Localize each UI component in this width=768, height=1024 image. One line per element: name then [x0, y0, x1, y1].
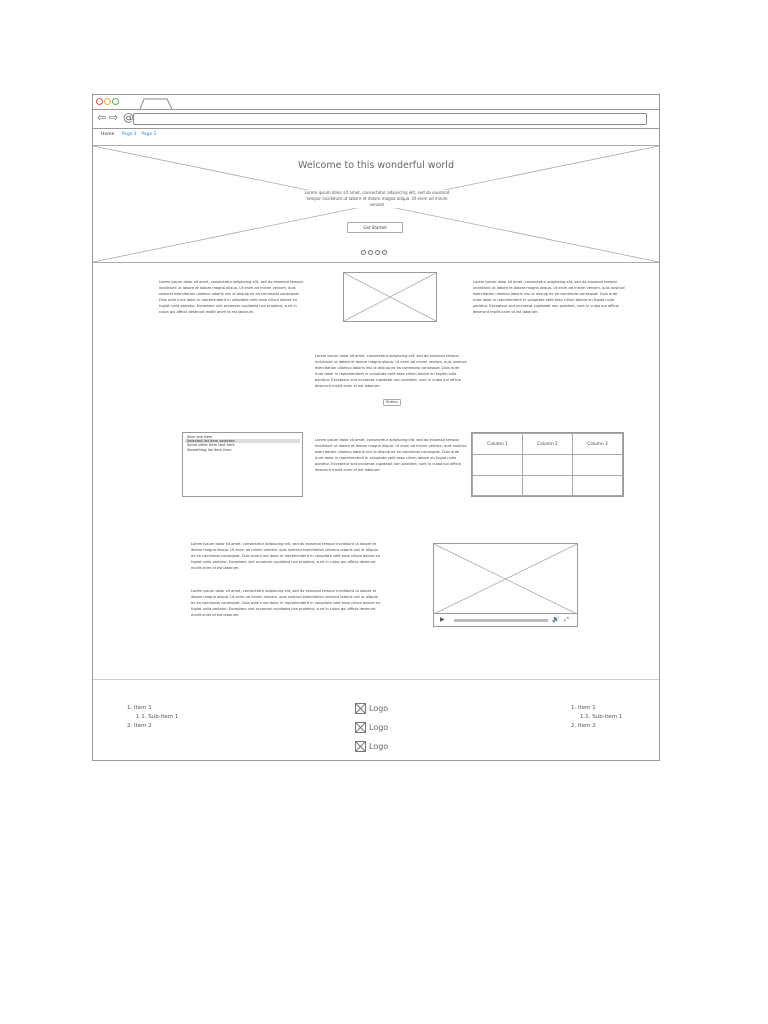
footer-list-item[interactable]: 2. Item 2 [127, 723, 152, 729]
image-placeholder [343, 272, 437, 322]
hero-carousel [93, 145, 659, 263]
minimize-window-icon[interactable] [104, 98, 111, 105]
footer-list-subitem[interactable]: 1.1. Sub-item 1 [136, 714, 179, 720]
table-header[interactable]: Column 2 [523, 434, 573, 455]
footer-list-item[interactable]: 2. Item 2 [571, 723, 596, 729]
text-block-center: Lorem ipsum dolor sit amet, consectetur adipiscing elit, sed do eiusmod tempor incididunt ut labore et dolore magna aliqua. Ut enim ad minim veniam, quis nostrud exercitation ullamco laboris nisi ut aliquip ex ea commodo consequat. Duis aute irure dolor in reprehenderit in voluptate velit esse cillum dolore eu fugiat nulla pariatur. Excepteur sint occaecat cupidatat non proident, sunt in culpa qui officia deserunt mollit anim id est laborum. [315, 354, 467, 388]
footer-list-subitem[interactable]: 1.1. Sub-item 1 [580, 714, 623, 720]
pager-dot[interactable] [361, 250, 366, 255]
data-table [471, 432, 624, 497]
list-item-selected[interactable]: Selected list item selected [185, 439, 300, 443]
footer [93, 679, 659, 762]
text-block-lower-2: Lorem ipsum dolor sit amet, consectetur adipiscing elit, sed do eiusmod tempor incididunt ut labore et dolore magna aliqua. Ut enim ad minim veniam, quis nostrud exercitation ullamco laboris nisi ut aliquip ex ea commodo consequat. Duis aute irure dolor in reprehenderit in voluptate velit esse cillum dolore eu fugiat nulla pariatur. Excepteur sint occaecat cupidatat non proident, sunt in culpa qui officia deserunt mollit anim id est laborum. [191, 589, 380, 617]
at-sign-icon: @ [123, 111, 134, 124]
table-header[interactable]: Column 1 [473, 434, 523, 455]
url-input[interactable] [133, 113, 647, 125]
logo [355, 737, 388, 756]
title-bar [93, 95, 659, 110]
image-icon [355, 722, 366, 733]
logo [355, 718, 388, 737]
footer-list-left [127, 704, 178, 731]
footer-list-item[interactable]: 1. Item 1 [127, 705, 152, 711]
pager-dot[interactable] [382, 250, 387, 255]
text-block-lower-1: Lorem ipsum dolor sit amet, consectetur adipiscing elit, sed do eiusmod tempor incididunt ut labore et dolore magna aliqua. Ut enim ad minim veniam, quis nostrud exercitation ullamco laboris nisi ut aliquip ex ea commodo consequat. Duis aute irure dolor in reprehenderit in voluptate velit esse cillum dolore eu fugiat nulla pariatur. Excepteur sint occaecat cupidatat non proident, sunt in culpa qui officia deserunt mollit anim id est laborum. [191, 542, 380, 570]
list-box[interactable] [182, 432, 303, 497]
footer-list-right [571, 704, 622, 731]
image-icon [355, 741, 366, 752]
list-item[interactable]: Something list item Item [187, 447, 232, 452]
text-block-left: Lorem ipsum dolor sit amet, consectetur adipiscing elit, sed do eiusmod tempor incididunt ut labore et dolore magna aliqua. Ut enim ad minim veniam, quis nostrud exercitation ullamco laboris nisi ut aliquip ex ea commodo consequat. Duis aute irure dolor in reprehenderit in voluptate velit esse cillum dolore eu fugiat nulla pariatur. Excepteur sint occaecat cupidatat non proident, sunt in culpa qui officia deserunt mollit anim id est laborum. [159, 280, 304, 314]
footer-list-item[interactable]: 1. Item 1 [571, 705, 596, 711]
close-window-icon[interactable] [96, 98, 103, 105]
image-icon [355, 703, 366, 714]
breadcrumb-home[interactable]: Home [101, 132, 115, 137]
carousel-pager [361, 250, 387, 255]
video-placeholder-graphic [434, 544, 577, 614]
list-item[interactable]: Item one Item [187, 435, 213, 439]
breadcrumb-page1[interactable]: Page 1 [121, 132, 137, 137]
video-controls [434, 613, 577, 626]
browser-window [92, 94, 660, 761]
table-row[interactable] [473, 455, 623, 476]
forward-arrow-icon[interactable]: ⇨ [109, 111, 119, 124]
pager-dot[interactable] [375, 250, 380, 255]
logo [355, 699, 388, 718]
video-player[interactable] [433, 543, 578, 627]
play-icon[interactable]: ▶ [440, 616, 445, 623]
maximize-window-icon[interactable] [112, 98, 119, 105]
back-arrow-icon[interactable]: ⇦ [97, 111, 107, 124]
list-item[interactable]: Some other Item text here [187, 443, 235, 448]
logo-label: Logo [369, 704, 389, 713]
text-block-middle: Lorem ipsum dolor sit amet, consectetur adipiscing elit, sed do eiusmod tempor incididunt ut labore et dolore magna aliqua. Ut enim ad minim veniam, quis nostrud exercitation ullamco laboris nisi ut aliquip ex ea commodo consequat. Duis aute irure dolor in reprehenderit in voluptate velit esse cillum dolore eu fugiat nulla pariatur. Excepteur sint occaecat cupidatat non proident, sunt in culpa qui officia deserunt mollit anim id est laborum. [315, 438, 467, 472]
footer-logos [355, 699, 388, 756]
fullscreen-icon[interactable]: ⤢ [564, 616, 569, 623]
text-block-right: Lorem ipsum dolor sit amet, consectetur adipiscing elit, sed do eiusmod tempor incididunt ut labore et dolore magna aliqua. Ut enim ad minim veniam, quis nostrud exercitation ullamco laboris nisi ut aliquip ex ea commodo consequat. Duis aute irure dolor in reprehenderit in voluptate velit esse cillum dolore eu fugiat nulla pariatur. Excepteur sint occaecat cupidatat non proident, sunt in culpa qui officia deserunt mollit anim id est laborum. [473, 280, 625, 314]
table-header[interactable]: Column 3 [573, 434, 623, 455]
volume-icon[interactable]: 🔊 [552, 616, 560, 623]
hero-text: Lorem ipsum dolor sit amet, consectetur adipiscing elit, sed do eiusmod tempor incididunt ut labore et dolore magna aliqua. Ut enim ad minim veniam [304, 190, 450, 207]
hero-title: Welcome to this wonderful world [298, 160, 454, 171]
seek-bar[interactable] [454, 619, 548, 622]
browser-tab[interactable] [139, 97, 173, 109]
get-started-button[interactable]: Get Started [347, 222, 403, 233]
pager-dot[interactable] [368, 250, 373, 255]
breadcrumb [101, 132, 157, 138]
logo-label: Logo [369, 742, 389, 751]
breadcrumb-page2[interactable]: Page 2 [141, 132, 157, 137]
logo-label: Logo [369, 723, 389, 732]
address-bar [93, 109, 659, 129]
action-button[interactable]: Button [383, 399, 401, 406]
table-row[interactable] [473, 475, 623, 496]
